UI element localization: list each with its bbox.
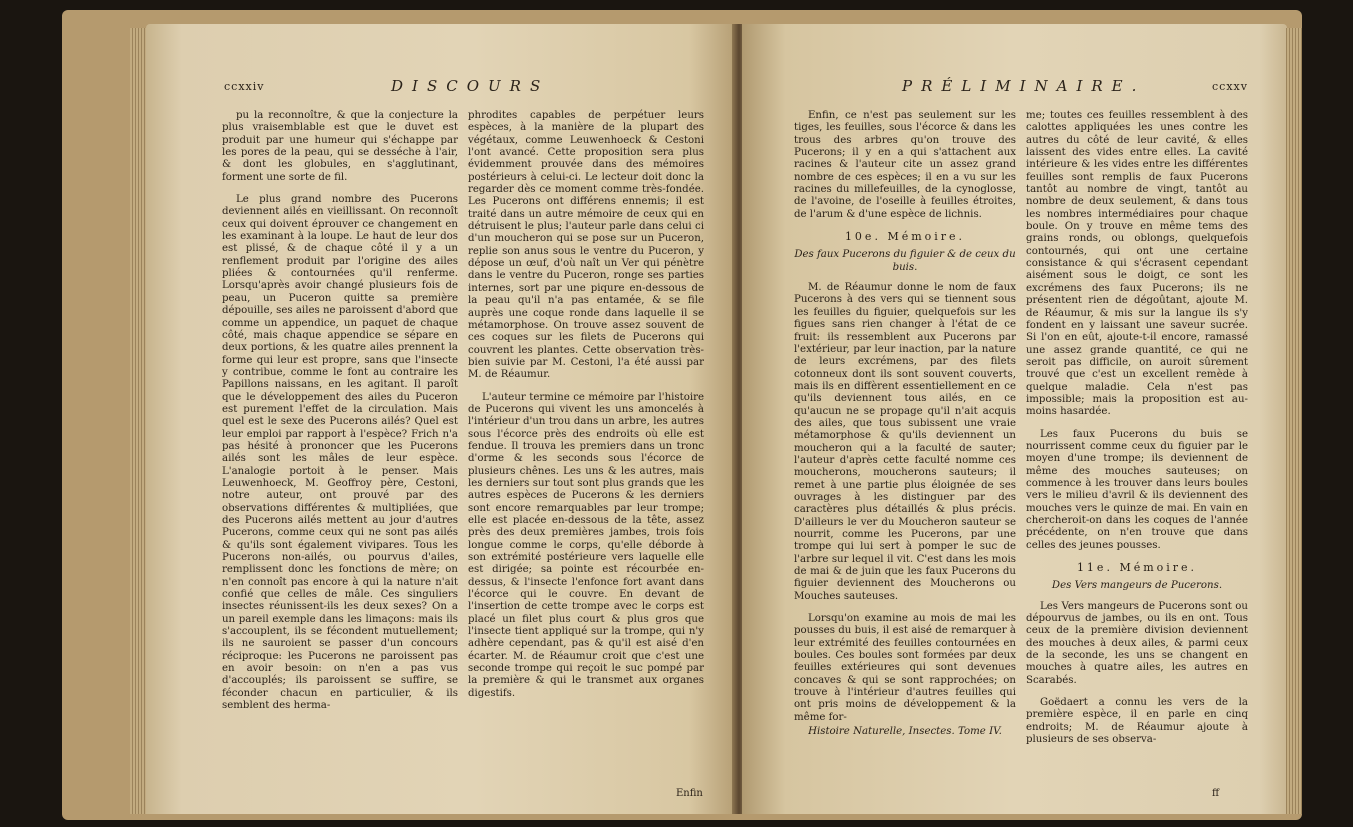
left-column-1 [222,110,458,713]
left-page-number: ccxxiv [224,80,265,93]
catchword: Enfin [676,788,703,799]
left-running-head [146,77,736,102]
memoir-11-title: 11e. Mémoire. [1076,561,1198,575]
left-running-title: DISCOURS [391,77,550,95]
paragraph: Le plus grand nombre des Pucerons deviennent ailés en vieillissant. On reconnoît ceux qui doivent éprouver ce changement en les examinant à la loupe. Le haut de leur dos est plissé, & de chaque côté il y a un renflement produit par l'origine des ailes pliées & contournées qu'il renferme. Lorsqu'après avoir changé plusieurs fois de peau, un Puceron quitte sa première dépouille, ses ailes ne paroissent d'abord que comme un appendice, un paquet de chaque côté, mais chaque appendice se sépare en deux portions, & les quatre ailes prennent la forme qui leur est propre, sans que l'insecte y contribue, comme le font au contraire les Papillons naissans, en les agitant. Il paroît que le développement des ailes du Puceron est purement l'effet de la circulation. Mais quel est le sexe des Pucerons ailés? Quel est leur emploi par rapport à l'espèce? Frich n'a pas hésité à prononcer que les Pucerons ailés sont les mâles de leur espèce. L'analogie portoit à le penser. Mais Leuwenhoeck, M. Geoffroy père, Cestoni, notre auteur, ont prouvé par des observations différentes & multipliées, que des Pucerons ailés mettent au jour d'autres Pucerons, comme ceux qui ne sont pas ailés & qu'ils sont également vivipares. Tous les Pucerons non-ailés, ou pourvus d'ailes, remplissent donc les fonctions de mère; on n'en connoît pas encore à qui la nature n'ait confié que celles de mâle. Ces singuliers insectes réunissent-ils les deux sexes? On a un pareil exemple dans les limaçons: mais ils s'accouplent, ils se fécondent mutuellement; ils ne sauroient se passer d'un concours réciproque: les Pucerons ne paroissent pas en avoir besoin: on n'en a pas vus d'accouplés; ils paroissent se suffire, se féconder chacun en particulier, & ils semblent des herma- [222,194,458,712]
paragraph: L'auteur termine ce mémoire par l'histoire de Pucerons qui vivent les uns amoncelés à l'intérieur d'un trou dans un arbre, les autres sous l'écorce près des endroits où elle est fendue. Il trouva les premiers dans un tronc d'orme & les seconds sous l'écorce de plusieurs chênes. Les uns & les autres, mais les derniers sur tout sont plus grands que les autres espèces de Pucerons & les derniers sont encore remarquables par leur trompe; elle est placée en-dessous de la tête, assez près des deux premières jambes, trois fois longue comme le corps, qu'elle déborde à son extrémité postérieure vers laquelle elle est dirigée; sa pointe est récourbée en-dessus, & l'insecte l'enfonce fort avant dans l'écorce qui le couvre. En devant de l'insertion de cette trompe avec le corps est placé un filet plus court & plus gros que l'insecte tient appliqué sur la trompe, qui n'y adhère cependant, pas & qu'il est aisé d'en écarter. M. de Réaumur croit que c'est une seconde trompe qui reçoit le suc pompé par la première & qui le transmet aux organes digestifs. [468,391,704,699]
paragraph: Lorsqu'on examine au mois de mai les pousses du buis, il est aisé de remarquer à leur extrémité des feuilles contournées en boules. Ces boules sont formées par deux feuilles extérieures qui sont devenues concaves & qui se sont rapprochées; on trouve à l'intérieur d'autres feuilles qui ont pris moins de développement & la même for- [794,613,1016,723]
right-running-title: PRÉLIMINAIRE. [902,77,1146,95]
open-book [62,10,1302,820]
page-footer-title: Histoire Naturelle, Insectes. Tome IV. [808,726,1002,738]
paragraph: M. de Réaumur donne le nom de faux Pucerons à des vers qui se tiennent sous les feuilles du figuier, quelquefois sur les figues sans rien changer à l'état de ce fruit: ils ressemblent aux Pucerons par l'extérieur, par leur inaction, par la nature de leurs excrémens, par des filets cotonneux dont ils sont souvent couverts, mais ils en diffèrent essentiellement en ce qu'ils deviennent tous ailés, en ce qu'aucun ne se propage qu'il n'ait acquis des ailes, que tous subissent une vraie métamorphose & qu'ils deviennent un moucheron qui a la faculté de sauter; l'auteur d'après cette faculté nomme ces moucherons, moucherons sauteurs; il remet à une partie plus éloignée de ses ouvrages à les distinguer par des caractères plus détaillés & plus précis. D'ailleurs le ver du Moucheron sauteur se nourrit, comme les Pucerons, par une trompe qui lui sert à pomper le suc de l'arbre sur lequel il vit. C'est dans les mois de mai & de juin que les faux Pucerons du figuier deviennent des Moucherons ou Mouches sauteuses. [794,282,1016,602]
paragraph: pu la reconnoître, & que la conjecture la plus vraisemblable est que le duvet est produit par une humeur qui s'échappe par les pores de la peau, qui se desséche à l'air, & dont les globules, en s'agglutinant, forment une sorte de fil. [222,110,458,183]
paragraph: Les Vers mangeurs de Pucerons sont ou dépourvus de jambes, ou ils en ont. Tous ceux de la première division deviennent des mouches à deux ailes, & parmi ceux de la seconde, les uns se changent en mouches à quatre ailes, les autres en Scarabés. [1026,600,1248,686]
memoir-10-subtitle: Des faux Pucerons du figuier & de ceux du buis. [794,249,1016,273]
paragraph: me; toutes ces feuilles ressemblent à des calottes appliquées les unes contre les autres du côté de leur cavité, & elles laissent des vides entre elles. La cavité intérieure & les vides entre les différentes feuilles sont remplis de faux Pucerons tantôt au nombre de vingt, tantôt au nombre de deux seulement, & dans tous les nombres intermédiaires pour chaque boule. On y trouve en même tems des grains ronds, ou oblongs, quelquefois contournés, qui ont une certaine consistance & qui s'écrasent cependant aisément sous le doigt, ce sont les excrémens des faux Pucerons; ils ne présentent rien de dégoûtant, ajoute M. de Réaumur, & mis sur la langue ils s'y fondent en y laissant une saveur sucrée. Si l'on en eût, ajoute-t-il encore, ramassé une assez grande quantité, ce qui ne seroit pas difficile, on auroit sûrement trouvé que c'est un excellent remède à quelque maladie. Cela n'est pas impossible; mais la proposition est au-moins hasardée. [1026,110,1248,418]
right-page-number: ccxxv [1212,80,1248,93]
right-running-head [742,77,1287,102]
right-column-1 [794,110,1016,739]
right-page-edges [1286,28,1302,814]
memoir-10-title: 10e. Mémoire. [844,230,966,244]
right-page [742,24,1287,814]
memoir-11-subtitle: Des Vers mangeurs de Pucerons. [1051,580,1223,592]
left-column-2 [468,110,704,700]
paragraph: Les faux Pucerons du buis se nourrissent comme ceux du figuier par le moyen d'une trompe; ils deviennent de même des mouches sauteuses; on commence à les trouver dans leurs boules vers le milieu d'avril & ils deviennent des mouches vers le quinze de mai. En vain en chercheroit-on dans les coques de l'année précédente, on n'en trouve que dans celles des jeunes pousses. [1026,428,1248,551]
left-page [146,24,736,814]
paragraph: phrodites capables de perpétuer leurs espèces, à la manière de la plupart des végétaux, comme Leuwenhoeck & Cestoni l'ont avancé. Cette proposition sera plus évidemment prouvée dans des mémoires postérieurs à celui-ci. Le lecteur doit donc la regarder dès ce moment comme très-fondée. Les Pucerons ont différens ennemis; il est traité dans un autre mémoire de ceux qui en détruisent le plus; l'auteur parle dans celui ci d'un moucheron qui se pose sur un Puceron, replie son anus sous le ventre du Puceron, y dépose un œuf, d'où naît un Ver qui pénètre dans le ventre du Puceron, ronge ses parties internes, sort par une piqure en-dessous de la peau qu'il n'a pas entamée, & se file auprès une coque ronde dans laquelle il se métamorphose. On trouve assez souvent de ces coques sur les filets de Pucerons qui couvrent les plantes. Cette observation très-bien suivie par M. Cestoni, l'a été aussi par M. de Réaumur. [468,110,704,381]
right-column-2 [1026,110,1248,747]
paragraph: Goëdaert a connu les vers de la première espèce, il en parle en cinq endroits; M. de Réaumur ajoute à plusieurs de ses observa- [1026,697,1248,746]
signature-mark: ff [1212,788,1220,799]
paragraph: Enfin, ce n'est pas seulement sur les tiges, les feuilles, sous l'écorce & dans les trous des arbres qu'on trouve des Pucerons; il y en a qui s'attachent aux racines & l'auteur cite un assez grand nombre de ces espèces; il en a vu sur les racines du millefeuilles, de la cynoglosse, de l'avoine, de l'oseille à feuilles étroites, de l'arum & d'une espèce de lichnis. [794,110,1016,220]
